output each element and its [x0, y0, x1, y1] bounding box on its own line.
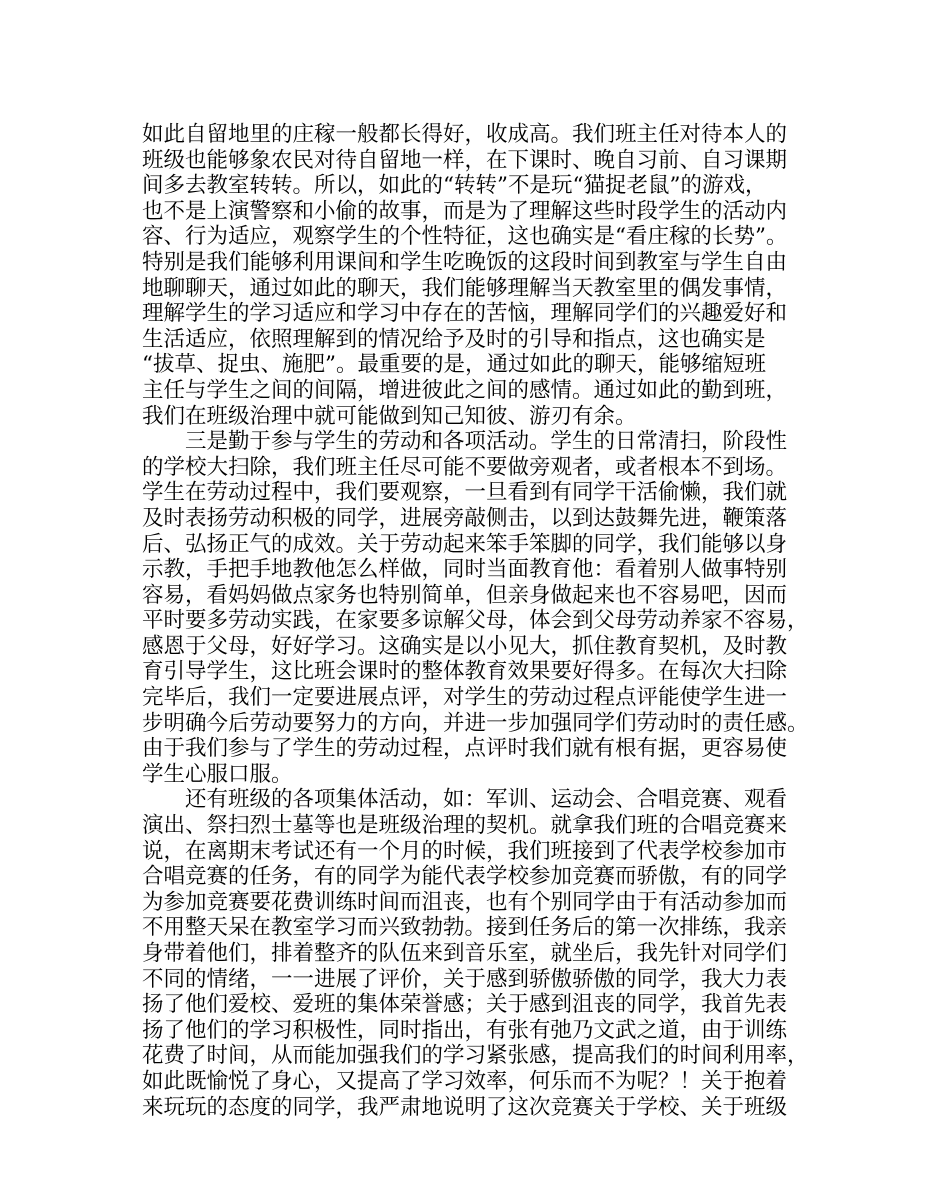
text-line: 平时要多劳动实践，在家要多谅解父母，体会到父母劳动养家不容易， — [142, 608, 809, 634]
text-line: 为参加竞赛要花费训练时间而沮丧，也有个别同学由于有活动参加而 — [142, 889, 788, 915]
text-line: 完毕后，我们一定要进展点评，对学生的劳动过程点评能使学生进一 — [142, 685, 788, 711]
text-line: “拔草、捉虫、施肥”。最重要的是，通过如此的聊天，能够缩短班 — [142, 352, 766, 378]
text-line: 理解学生的学习适应和学习中存在的苦恼，理解同学们的兴趣爱好和 — [142, 301, 788, 327]
text-line: 感恩于父母，好好学习。这确实是以小见大，抓住教育契机，及时教 — [142, 633, 788, 659]
text-line: 学生在劳动过程中，我们要观察，一旦看到有同学干活偷懒，我们就 — [142, 480, 788, 506]
text-line: 容易，看妈妈做点家务也特别简单，但亲身做起来也不容易吧，因而 — [142, 582, 788, 608]
text-line: 扬了他们爱校、爱班的集体荣誉感；关于感到沮丧的同学，我首先表 — [142, 992, 788, 1018]
text-line: 三是勤于参与学生的劳动和各项活动。学生的日常清扫，阶段性 — [185, 429, 788, 455]
text-line: 身带着他们，排着整齐的队伍来到音乐室，就坐后，我先针对同学们 — [142, 941, 788, 966]
text-line: 我们在班级治理中就可能做到知己知彼、游刃有余。 — [142, 403, 637, 429]
text-line: 花费了时间，从而能加强我们的学习紧张感，提高我们的时间利用率， — [142, 1043, 809, 1069]
text-line: 及时表扬劳动积极的同学，进展旁敲侧击，以到达鼓舞先进，鞭策落 — [142, 505, 788, 531]
text-line: 容、行为适应，观察学生的个性特征，这也确实是“看庄稼的长势”。 — [142, 224, 788, 250]
text-line: 说，在离期末考试还有一个月的时候，我们班接到了代表学校参加市 — [142, 838, 788, 864]
text-line: 的学校大扫除，我们班主任尽可能不要做旁观者，或者根本不到场。 — [142, 454, 788, 480]
text-line: 特别是我们能够利用课间和学生吃晚饭的这段时间到教室与学生自由 — [142, 249, 788, 275]
text-line: 育引导学生，这比班会课时的整体教育效果要好得多。在每次大扫除 — [142, 659, 788, 685]
text-line: 如此自留地里的庄稼一般都长得好，收成高。我们班主任对待本人的 — [142, 122, 788, 147]
text-line: 扬了他们的学习积极性，同时指出，有张有弛乃文武之道，由于训练 — [142, 1017, 788, 1043]
text-line: 步明确今后劳动要努力的方向，并进一步加强同学们劳动时的责任感。 — [142, 710, 809, 736]
text-line: 示教，手把手地教他怎么样做，同时当面教育他：看着别人做事特别 — [142, 557, 788, 583]
text-line: 生活适应，依照理解到的情况给予及时的引导和指点，这也确实是 — [142, 326, 766, 352]
text-line: 不用整天呆在教室学习而兴致勃勃。接到任务后的第一次排练，我亲 — [142, 915, 788, 941]
text-line: 主任与学生之间的间隔，增进彼此之间的感情。通过如此的勤到班， — [142, 377, 788, 403]
body-text — [142, 122, 822, 1120]
text-line: 还有班级的各项集体活动，如：军训、运动会、合唱竞赛、观看 — [185, 787, 788, 813]
text-line: 不同的情绪，一一进展了评价，关于感到骄傲骄傲的同学，我大力表 — [142, 966, 788, 992]
text-line: 演出、祭扫烈士墓等也是班级治理的契机。就拿我们班的合唱竞赛来 — [142, 813, 788, 839]
text-line: 由于我们参与了学生的劳动过程，点评时我们就有根有据，更容易使 — [142, 736, 788, 762]
text-line: 后、弘扬正气的成效。关于劳动起来笨手笨脚的同学，我们能够以身 — [142, 531, 788, 557]
text-line: 也不是上演警察和小偷的故事，而是为了理解这些时段学生的活动内 — [142, 198, 788, 224]
text-line: 学生心服口服。 — [142, 761, 293, 787]
text-line: 来玩玩的态度的同学，我严肃地说明了这次竞赛关于学校、关于班级 — [142, 1094, 788, 1120]
text-line: 如此既愉悦了身心，又提高了学习效率，何乐而不为呢？！关于抱着 — [142, 1068, 788, 1094]
text-line: 地聊聊天，通过如此的聊天，我们能够理解当天教室里的偶发事情， — [142, 275, 788, 301]
text-line: 合唱竞赛的任务，有的同学为能代表学校参加竞赛而骄傲，有的同学 — [142, 864, 788, 890]
text-line: 班级也能够象农民对待自留地一样，在下课时、晚自习前、自习课期 — [142, 147, 788, 173]
text-line: 间多去教室转转。所以，如此的“转转”不是玩“猫捉老鼠”的游戏， — [142, 173, 767, 199]
